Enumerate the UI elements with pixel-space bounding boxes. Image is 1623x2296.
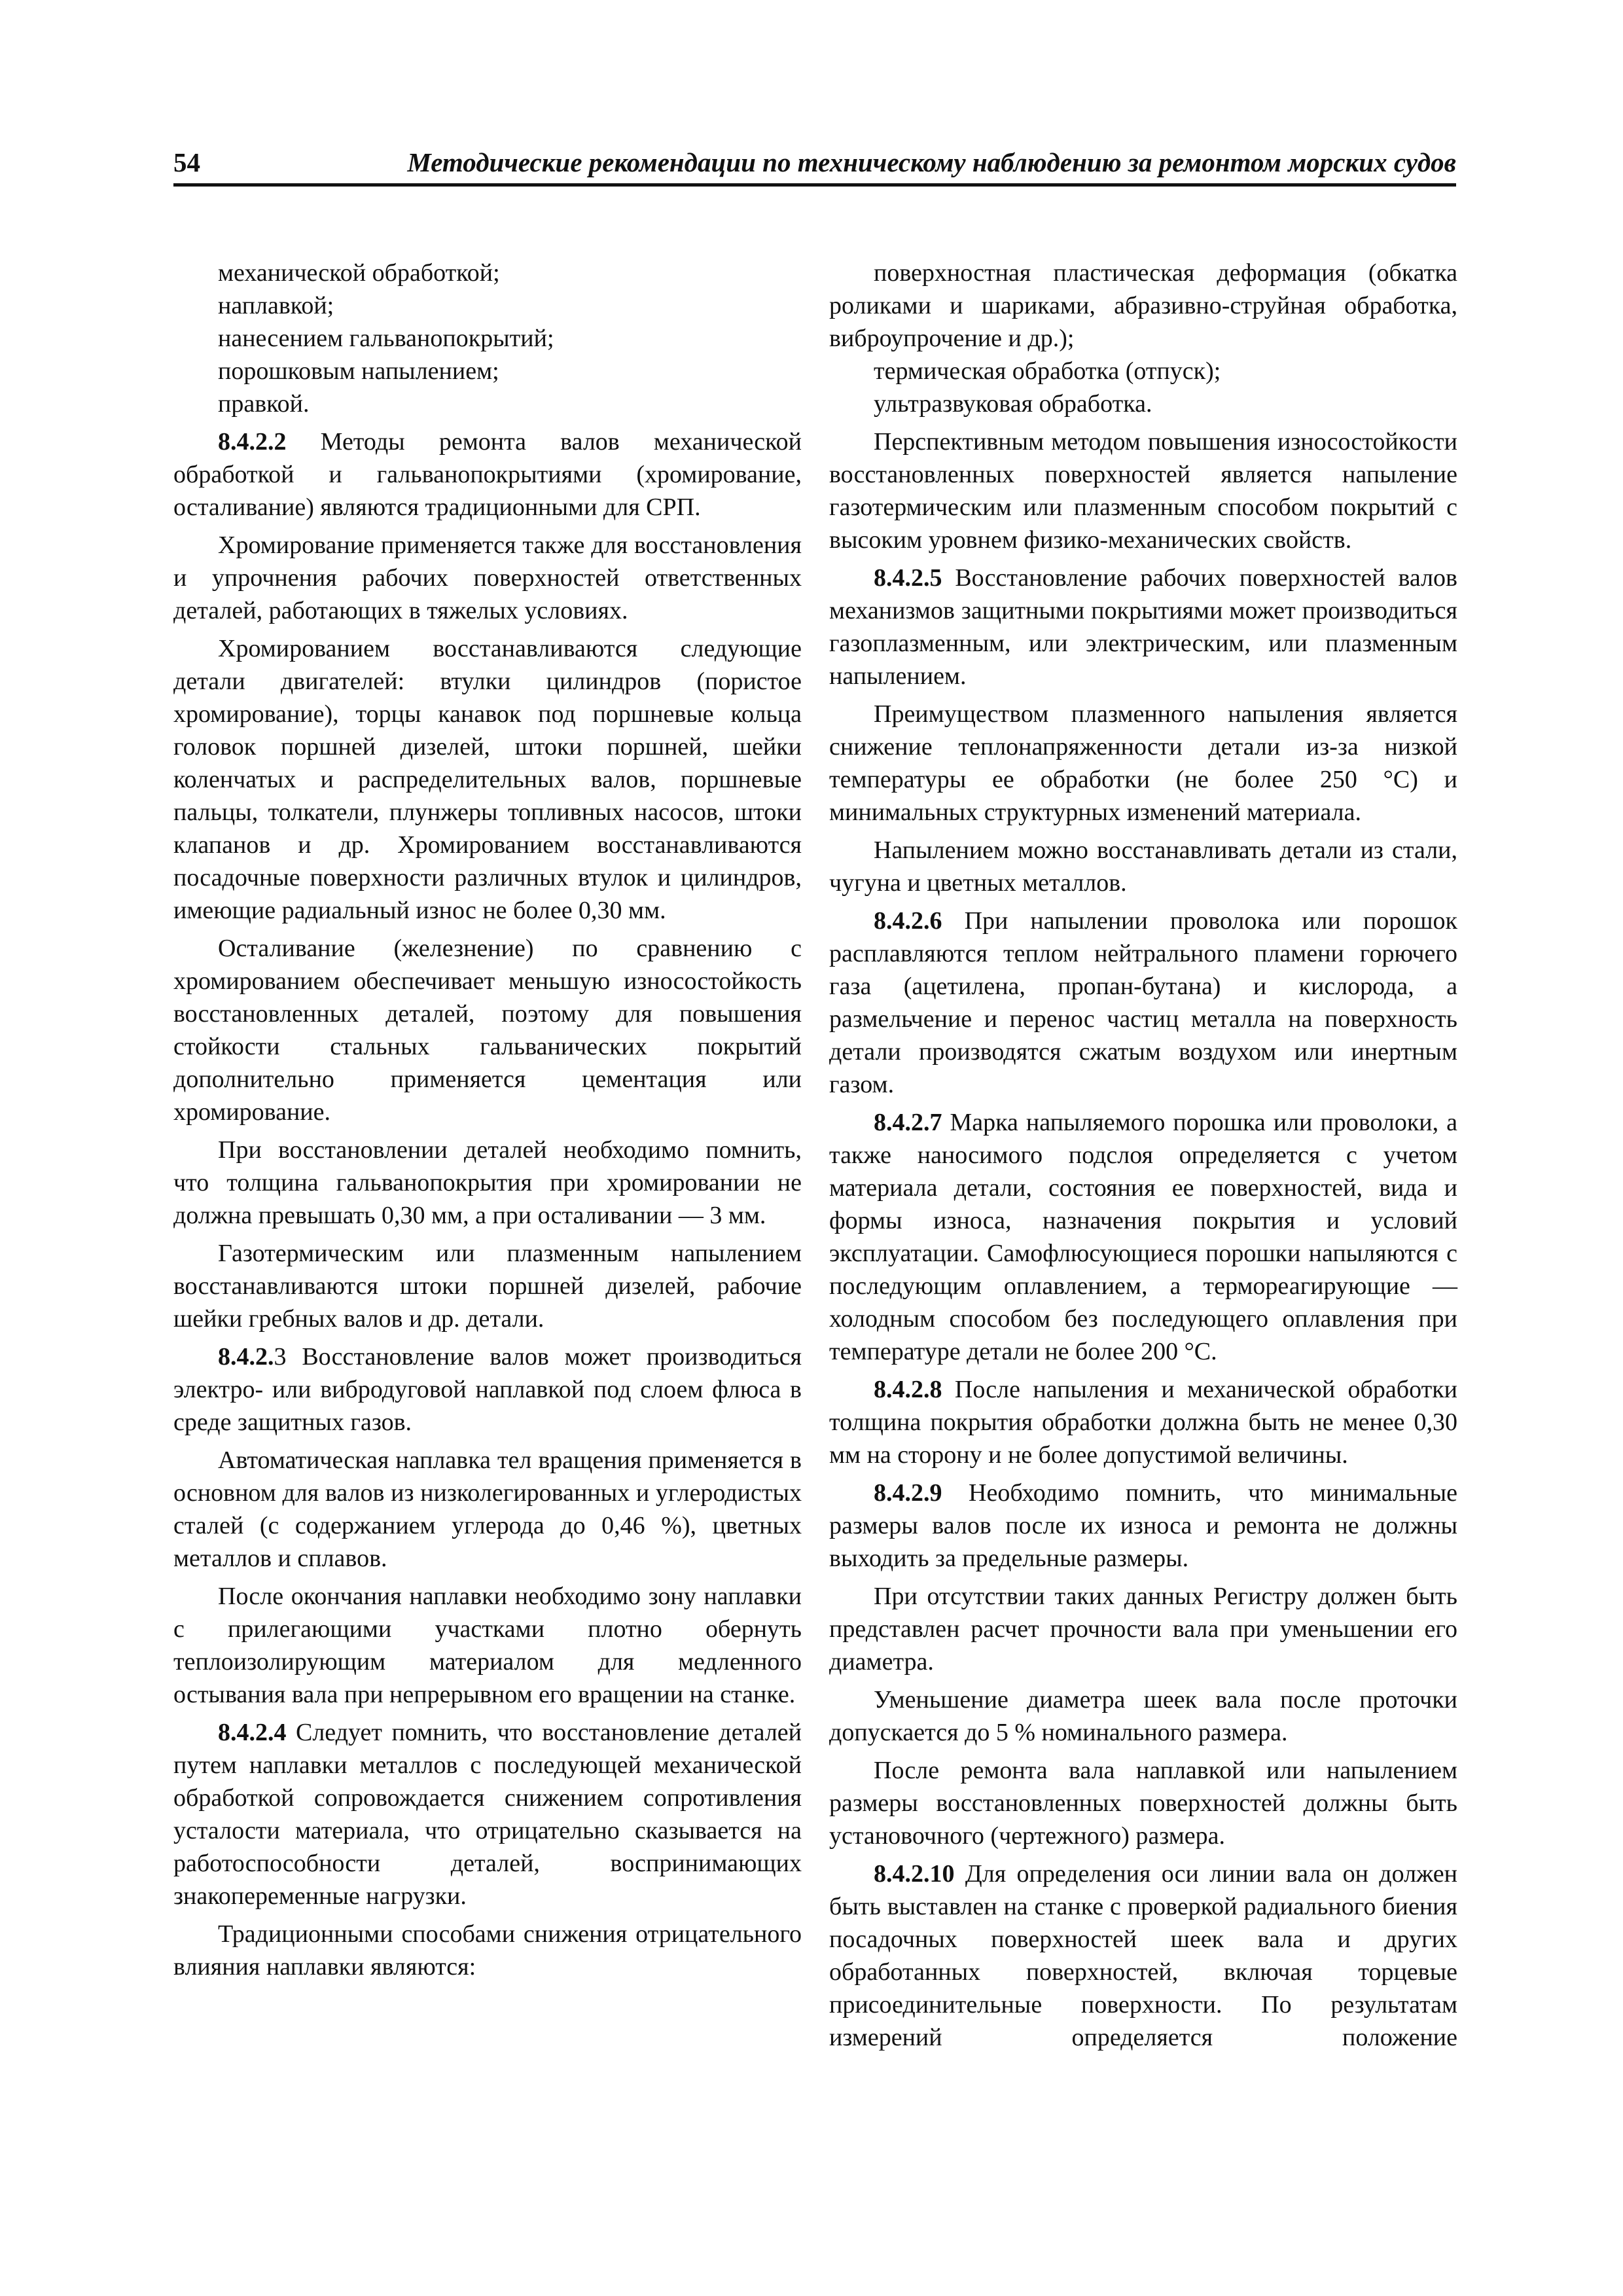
paragraph: Преимуществом плазменного напыления является снижение теплонапряженности детали из-за низкой температуры ее обработки (не более 250 °С) и минимальных структурных изменений материала. xyxy=(829,700,1457,826)
paragraph-8-4-2-7 xyxy=(829,1106,1457,1368)
paragraph-text: Следует помнить, что восстановление деталей путем наплавки металлов с последующей механической обработкой сопровождается снижением сопротивления усталости материала, что отрицательно сказывается на работоспособности деталей, воспринимающих знакопеременные нагрузки. xyxy=(173,1719,802,1910)
list-item: механической обработкой; xyxy=(218,259,500,287)
paragraph-8-4-2-9 xyxy=(829,1477,1457,1575)
paragraph: Газотермическим или плазменным напылением восстанавливаются штоки поршней дизелей, рабочие шейки гребных валов и др. детали. xyxy=(173,1240,802,1333)
paragraph-8-4-2-5 xyxy=(829,562,1457,692)
paragraph: Автоматическая наплавка тел вращения применяется в основном для валов из низколегированных и углеродистых сталей (с содержанием углерода до 0,46 %), цветных металлов и сплавов. xyxy=(173,1446,802,1572)
list-item: нанесением гальванопокрытий; xyxy=(218,325,554,352)
paragraph-text: При напылении проволока или порошок расплавляются теплом нейтрального пламени горючего газа (ацетилена, пропан-бутана) и кислорода, а размельчение и перенос частиц металла на поверхность детали производятся сжатым воздухом или инертным газом. xyxy=(829,907,1457,1098)
list-item: порошковым напылением; xyxy=(218,357,499,385)
section-number: 8.4.2.4 xyxy=(218,1719,287,1746)
section-number: 8.4.2.10 xyxy=(874,1860,955,1888)
section-number-digit: 3 xyxy=(274,1343,287,1371)
paragraph-text: Необходимо помнить, что минимальные размеры валов после их износа и ремонта не должны выходить за предельные размеры. xyxy=(829,1479,1457,1572)
paragraph: Хромирование применяется также для восстановления и упрочнения рабочих поверхностей ответственных деталей, работающих в тяжелых условиях. xyxy=(173,531,802,624)
section-number: 8.4.2.6 xyxy=(874,907,942,935)
paragraph-8-4-2-8 xyxy=(829,1373,1457,1471)
paragraph-text: После напыления и механической обработки толщина покрытия обработки должна быть не менее 0,30 мм на сторону и не более допустимой величины. xyxy=(829,1376,1457,1469)
list-item: ультразвуковая обработка. xyxy=(874,390,1152,418)
running-title: Методические рекомендации по техническому наблюдению за ремонтом морских судов xyxy=(407,147,1456,177)
paragraph-8-4-2-10 xyxy=(829,1857,1457,2054)
paragraph: Перспективным методом повышения износостойкости восстановленных поверхностей является напыление газотермическим или плазменным способом покрытий с высоким уровнем физико-механических свойств. xyxy=(829,428,1457,554)
paragraph: Традиционными способами снижения отрицательного влияния наплавки являются: xyxy=(173,1920,802,1981)
paragraph-text: Марка напыляемого порошка или проволоки, а также наносимого подслоя определяется с учетом материала детали, состояния ее поверхностей, вида и формы износа, назначения покрытия и условий эксплуатации. Самофлюсующиеся порошки напыляются с последующим оплавлением, а термореагирующие — холодным способом без последующего оплавления при температуре детали не более 200 °С. xyxy=(829,1109,1457,1365)
section-number: 8.4.2.9 xyxy=(874,1479,942,1507)
section-number: 8.4.2.5 xyxy=(874,564,942,592)
paragraph-8-4-2-3 xyxy=(173,1340,802,1439)
list-item: термическая обработка (отпуск); xyxy=(874,357,1221,385)
paragraph: Уменьшение диаметра шеек вала после проточки допускается до 5 % номинального размера. xyxy=(829,1686,1457,1746)
paragraph: После окончания наплавки необходимо зону наплавки с прилегающими участками плотно обернуть теплоизолирующим материалом для медленного остывания вала при непрерывном его вращении на станке. xyxy=(173,1583,802,1708)
paragraph-8-4-2-4 xyxy=(173,1716,802,1912)
paragraph: При восстановлении деталей необходимо помнить, что толщина гальванопокрытия при хромировании не должна превышать 0,30 мм, а при осталивании — 3 мм. xyxy=(173,1136,802,1229)
paragraph: Осталивание (железнение) по сравнению с хромированием обеспечивает меньшую износостойкость восстановленных деталей, поэтому для повышения стойкости стальных гальванических покрытий дополнительно применяется цементация или хромирование. xyxy=(173,935,802,1126)
right-column xyxy=(829,257,1457,2059)
page-number: 54 xyxy=(173,147,200,177)
paragraph: Напылением можно восстанавливать детали из стали, чугуна и цветных металлов. xyxy=(829,836,1457,897)
paragraph-text: Восстановление валов может производиться электро- или вибродуговой наплавкой под слоем флюса в среде защитных газов. xyxy=(173,1343,802,1436)
paragraph-8-4-2-6 xyxy=(829,905,1457,1101)
paragraph: При отсутствии таких данных Регистру должен быть представлен расчет прочности вала при уменьшении его диаметра. xyxy=(829,1583,1457,1676)
section-number: 8.4.2.7 xyxy=(874,1109,942,1136)
section-number: 8.4.2. xyxy=(218,1343,274,1371)
paragraph-text: Для определения оси линии вала он должен быть выставлен на станке с проверкой радиального биения посадочных поверхностей шеек вала и других обработанных поверхностей, включая торцевые присоединительные поверхности. По результатам измерений определяется положение xyxy=(829,1860,1457,2051)
paragraph: Хромированием восстанавливаются следующие детали двигателей: втулки цилиндров (пористое хромирование), торцы канавок под поршневые кольца головок поршней дизелей, штоки поршней, шейки коленчатых и распределительных валов, поршневые пальцы, толкатели, плунжеры топливных насосов, штоки клапанов и др. Хромированием восстанавливаются посадочные поверхности различных втулок и цилиндров, имеющие радиальный износ не более 0,30 мм. xyxy=(173,635,802,924)
list-item: наплавкой; xyxy=(218,292,334,319)
section-number: 8.4.2.2 xyxy=(218,428,287,456)
section-number: 8.4.2.8 xyxy=(874,1376,942,1403)
paragraph: После ремонта вала наплавкой или напылением размеры восстановленных поверхностей должны быть установочного (чертежного) размера. xyxy=(829,1757,1457,1850)
left-column xyxy=(173,257,802,1988)
paragraph-8-4-2-2 xyxy=(173,425,802,524)
paragraph-text: Восстановление рабочих поверхностей валов механизмов защитными покрытиями может производиться газоплазменным, или электрическим, или плазменным напылением. xyxy=(829,564,1457,690)
paragraph-text: Методы ремонта валов механической обработкой и гальванопокрытиями (хромирование, осталивание) являются традиционными для СРП. xyxy=(173,428,802,521)
page-header xyxy=(173,145,1456,187)
list-item: поверхностная пластическая деформация (обкатка роликами и шариками, абразивно-струйная обработка, виброупрочение и др.); xyxy=(829,259,1457,352)
list-item: правкой. xyxy=(218,390,310,418)
